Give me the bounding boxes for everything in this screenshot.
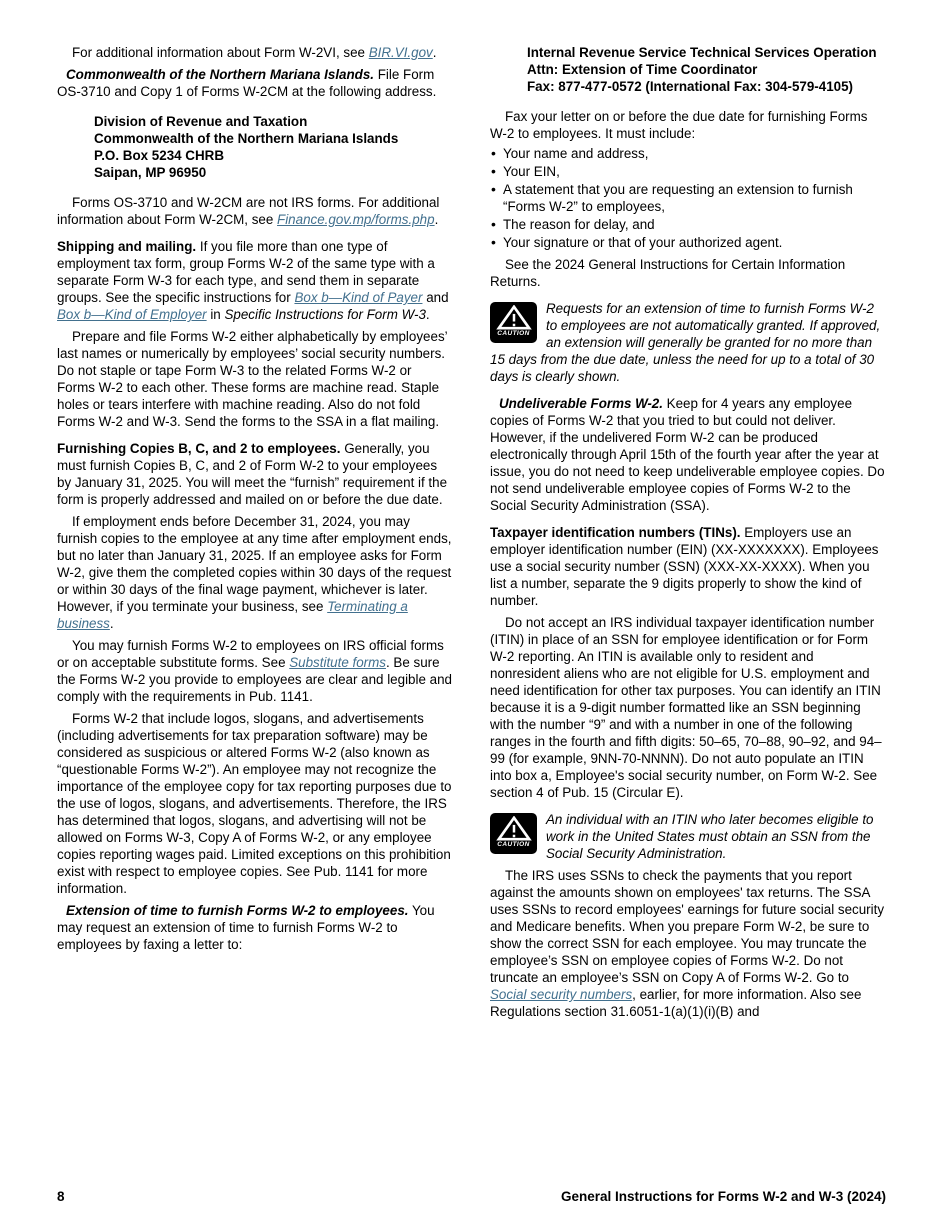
paragraph-text: .	[432, 45, 437, 60]
paragraph-os3710	[57, 194, 453, 228]
right-column	[490, 44, 886, 1020]
paragraph-substitute-forms	[57, 637, 453, 705]
link-finance-gov-mp[interactable]: Finance.gov.mp/forms.php	[277, 212, 435, 227]
paragraph-ssn-usage	[490, 867, 886, 1020]
caution-text: An individual with an ITIN who later becomes eligible to work in the United States must obtain an SSN from the Social Security Administration.	[546, 812, 874, 861]
list-item	[490, 216, 886, 233]
paragraph-text: . Be sure the Forms W-2 you provide to employees are clear and legible and comply with the requirements in Pub. 1141.	[57, 655, 452, 704]
bullet-text: The reason for delay, and	[503, 217, 655, 232]
paragraph-prepare-file: Prepare and file Forms W-2 either alphabetically by employees’ last names or numerically by employees’ social security numbers. Do not staple or tape Form W-3 to the related Forms W-2 or Forms W-2 to each other. These forms are machine read. Staple holes or tears interfere with machine reading. Also do not fold Forms W-2 and W-3. Send the forms to the SSA in a flat mailing.	[57, 329, 448, 429]
requirements-list	[490, 145, 886, 251]
caution-label: CAUTION	[497, 841, 530, 848]
warning-triangle-icon	[496, 305, 532, 330]
caution-label: CAUTION	[497, 330, 530, 337]
page-number: 8	[57, 1189, 65, 1204]
paragraph-text: and	[422, 290, 449, 305]
section-tins	[490, 524, 886, 609]
link-terminating-a-business[interactable]: Terminating a business	[57, 599, 408, 631]
paragraph-logos-slogans: Forms W-2 that include logos, slogans, and advertisements (including advertisements for tax preparation software) may be considered as suspicious or altered Forms W-2 (also known as “questionable Forms W-2”). An employee may not recognize the importance of the employee copy for tax reporting purposes due to the use of logos, slogans, and advertisements. Therefore, the IRS has determined that logos, slogans, and advertising will not be allowed on Forms W-3, Copy A of Forms W-2, or any employee copies reporting wages paid. Limited exceptions on this prohibition exist with respect to employee copies. See Pub. 1141 for more information.	[57, 711, 452, 896]
caution-icon	[490, 813, 537, 854]
address-line: Commonwealth of the Northern Mariana Islands	[94, 131, 399, 146]
section-furnishing-copies	[57, 440, 453, 508]
run-in-heading: Extension of time to furnish Forms W-2 to employees.	[66, 903, 409, 918]
left-column	[57, 44, 453, 1020]
list-item	[490, 163, 886, 180]
paragraph-text: .	[434, 212, 439, 227]
list-item	[490, 145, 886, 162]
paragraph-text: , earlier, for more information. Also see Regulations section 31.6051-1(a)(1)(i)(B) and	[490, 987, 862, 1019]
paragraph-w2vi	[57, 44, 453, 61]
paragraph-text: .	[425, 307, 430, 322]
address-line: P.O. Box 5234 CHRB	[94, 148, 224, 163]
paragraph-text: The IRS uses SSNs to check the payments that you report against the amounts shown on employees' tax returns. The SSA uses SSNs to record employees' earnings for future social security and Medicare benefits. When you prepare Form W-2, be sure to show the correct SSN for each employee. You may truncate the employee’s SSN on employee copies of Forms W-2. Do not truncate an employee’s SSN on Copy A of Forms W-2. Go to	[490, 868, 885, 985]
paragraph-text: File Form OS-3710 and Copy 1 of Forms W-2CM at the following address.	[57, 67, 437, 99]
page-content	[57, 44, 886, 1020]
caution-note	[490, 811, 886, 862]
section-heading: Taxpayer identification numbers (TINs).	[490, 525, 741, 540]
section-heading: Shipping and mailing.	[57, 239, 197, 254]
paragraph-fax-letter: Fax your letter on or before the due date for furnishing Forms W-2 to employees. It must include:	[490, 109, 868, 141]
paragraph-itin: Do not accept an IRS individual taxpayer identification number (ITIN) in place of an SSN for employee identification or for Form W-2 reporting. An ITIN is available only to resident and nonresident aliens who are not eligible for U.S. employment and need identification for other tax purposes. You can identify an ITIN because it is a 9-digit number formatted like an SSN beginning with the number “9” and with a number in one of the following ranges in the fourth and fifth digits: 50–65, 70–88, 90–92, and 94–99 (for example, 9NN-70-NNNN). Do not auto populate an ITIN into box a, Employee's social security number, on Form W-2. See section 4 of Pub. 15 (Circular E).	[490, 615, 882, 800]
paragraph-text: Employers use an employer identification number (EIN) (XX-XXXXXXX). Employees use a social security number (SSN) (XXX-XX-XXXX). When you list a number, separate the 9 digits properly to show the kind of number.	[490, 525, 879, 608]
bullet-text: Your name and address,	[503, 146, 649, 161]
irs-fax-address-block	[527, 44, 886, 95]
section-undeliverable-forms	[490, 395, 886, 514]
run-in-heading: Commonwealth of the Northern Mariana Islands.	[66, 67, 375, 82]
paragraph-see-general-instructions: See the 2024 General Instructions for Certain Information Returns.	[490, 257, 846, 289]
link-bir-vi-gov[interactable]: BIR.VI.gov	[368, 45, 433, 60]
link-substitute-forms[interactable]: Substitute forms	[289, 655, 386, 670]
paragraph-text: For additional information about Form W-2VI, see	[72, 45, 369, 60]
list-item	[490, 234, 886, 251]
section-extension-of-time	[57, 902, 453, 953]
footer-title: General Instructions for Forms W-2 and W-3 (2024)	[560, 1189, 886, 1204]
list-item	[490, 181, 886, 215]
paragraph-text: You may request an extension of time to furnish Forms W-2 to employees by faxing a letter to:	[57, 903, 435, 952]
address-line: Fax: 877-477-0572 (International Fax: 304-579-4105)	[527, 79, 853, 94]
page-footer	[57, 1189, 886, 1204]
run-in-heading: Undeliverable Forms W-2.	[499, 396, 663, 411]
caution-icon	[490, 302, 537, 343]
link-social-security-numbers[interactable]: Social security numbers	[490, 987, 633, 1002]
caution-note	[490, 300, 886, 385]
paragraph-employment-ends	[57, 513, 453, 632]
bullet-text: Your signature or that of your authorized agent.	[503, 235, 783, 250]
address-line: Attn: Extension of Time Coordinator	[527, 62, 758, 77]
paragraph-text: in	[206, 307, 225, 322]
bullet-text: Your EIN,	[503, 164, 560, 179]
cnmi-address-block	[94, 113, 453, 181]
link-box-b-kind-of-employer[interactable]: Box b—Kind of Employer	[57, 307, 207, 322]
paragraph-text: .	[109, 616, 114, 631]
italic-reference: Specific Instructions for Form W-3	[224, 307, 426, 322]
paragraph-text: If employment ends before December 31, 2024, you may furnish copies to the employee at any time after employment ends, but no later than January 31, 2025. If an employee asks for Form W-2, give them the completed copies within 30 days of the request or within 30 days of the final wage payment, whichever is later. However, if you terminate your business, see	[57, 514, 452, 614]
paragraph-cnmi	[57, 66, 453, 100]
bullet-text: A statement that you are requesting an extension to furnish “Forms W-2” to employees,	[503, 182, 853, 214]
paragraph-text: If you file more than one type of employment tax form, group Forms W-2 of the same type with a separate Form W-3 for each type, and send them in separate groups. See the specific instructions for	[57, 239, 435, 305]
address-line: Division of Revenue and Taxation	[94, 114, 308, 129]
section-shipping-and-mailing	[57, 238, 453, 323]
link-box-b-kind-of-payer[interactable]: Box b—Kind of Payer	[294, 290, 423, 305]
address-line: Saipan, MP 96950	[94, 165, 207, 180]
section-heading: Furnishing Copies B, C, and 2 to employees.	[57, 441, 341, 456]
paragraph-text: Keep for 4 years any employee copies of Forms W-2 that you tried to but could not deliver. However, if the undelivered Form W-2 can be produced electronically through April 15th of the fourth year after the year at issue, you do not need to keep undeliverable employee copies. Do not send undeliverable employee copies of Forms W-2 to the Social Security Administration (SSA).	[490, 396, 885, 513]
caution-text: Requests for an extension of time to furnish Forms W-2 to employees are not automatically granted. If approved, an extension will generally be granted for no more than 15 days from the due date, unless the need for up to a total of 30 days is clearly shown.	[490, 301, 881, 384]
address-line: Internal Revenue Service Technical Services Operation	[527, 45, 877, 60]
paragraph-text: Generally, you must furnish Copies B, C, and 2 of Form W-2 to your employees by January 31, 2025. You will meet the “furnish” requirement if the form is properly addressed and mailed on or before the due date.	[57, 441, 448, 507]
paragraph-text: You may furnish Forms W-2 to employees on IRS official forms or on acceptable substitute forms. See	[57, 638, 444, 670]
warning-triangle-icon	[496, 816, 532, 841]
paragraph-text: Forms OS-3710 and W-2CM are not IRS forms. For additional information about Form W-2CM, see	[57, 195, 440, 227]
